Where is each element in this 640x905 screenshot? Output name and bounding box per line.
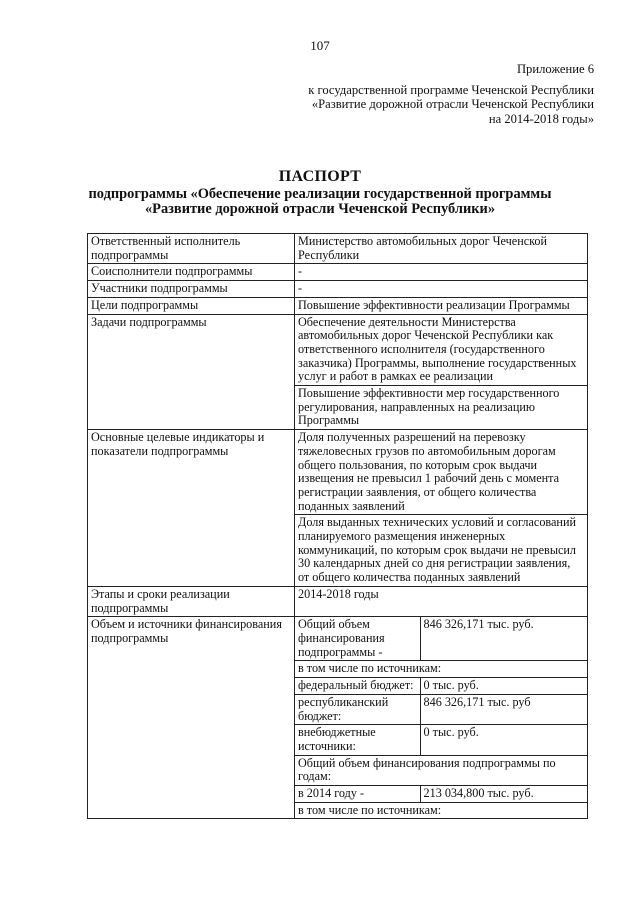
row-label: Цели подпрограммы xyxy=(88,297,295,314)
funding-label: республиканский бюджет: xyxy=(295,694,420,724)
passport-table xyxy=(87,233,588,819)
row-label: Задачи подпрограммы xyxy=(88,314,295,430)
appendix-header xyxy=(214,62,594,126)
row-label: Соисполнители подпрограммы xyxy=(88,264,295,281)
funding-value: 0 тыс. руб. xyxy=(420,725,587,755)
funding-note: в том числе по источникам: xyxy=(295,661,587,678)
row-value: 2014-2018 годы xyxy=(295,586,588,616)
table-row xyxy=(88,430,588,515)
table-row xyxy=(295,617,587,661)
table-row xyxy=(88,264,588,281)
appendix-program-name: «Развитие дорожной отрасли Чеченской Республики xyxy=(311,97,594,111)
row-value: - xyxy=(295,281,588,298)
funding-label: Общий объем финансирования подпрограммы - xyxy=(295,617,420,661)
table-row xyxy=(295,802,587,818)
funding-note: Общий объем финансирования подпрограммы по годам: xyxy=(295,755,587,785)
row-value: Повышение эффективности реализации Программы xyxy=(295,297,588,314)
row-value: - xyxy=(295,264,588,281)
page-number: 107 xyxy=(310,38,330,53)
document-subtitle xyxy=(40,187,600,217)
funding-label: внебюджетные источники: xyxy=(295,725,420,755)
funding-value: 213 034,800 тыс. руб. xyxy=(420,786,587,803)
subtitle-line-1: подпрограммы «Обеспечение реализации государственной программы xyxy=(88,186,552,202)
table-row xyxy=(88,281,588,298)
subtitle-line-2: «Развитие дорожной отрасли Чеченской Республики» xyxy=(144,201,496,217)
funding-label: федеральный бюджет: xyxy=(295,678,420,695)
appendix-reference: к государственной программе Чеченской Республики xyxy=(308,82,594,97)
row-value: Повышение эффективности мер государственного регулирования, направленных на реализацию Программы xyxy=(295,386,588,430)
funding-value: 0 тыс. руб. xyxy=(420,678,587,695)
table-row xyxy=(295,755,587,785)
table-row xyxy=(88,314,588,386)
table-row xyxy=(295,694,587,724)
table-row xyxy=(295,786,587,803)
table-row xyxy=(88,586,588,616)
funding-value: 846 326,171 тыс. руб. xyxy=(420,617,587,661)
row-label: Ответственный исполнитель подпрограммы xyxy=(88,234,295,264)
row-label: Основные целевые индикаторы и показатели подпрограммы xyxy=(88,430,295,587)
table-row xyxy=(88,617,588,819)
funding-table xyxy=(295,617,587,818)
document-title: ПАСПОРТ xyxy=(278,168,362,185)
funding-label: в 2014 году - xyxy=(295,786,420,803)
row-value: Доля выданных технических условий и согласований планируемого размещения инженерных коммуникаций, по которым срок выдачи не превысил 30 календарных дней со дня регистрации заявления, от общего количества поданных заявлений xyxy=(295,515,588,587)
funding-note: в том числе по источникам: xyxy=(295,802,587,818)
funding-value: 846 326,171 тыс. руб xyxy=(420,694,587,724)
row-label: Объем и источники финансирования подпрограммы xyxy=(88,617,295,819)
appendix-number: Приложение 6 xyxy=(516,62,594,76)
table-row xyxy=(88,234,588,264)
row-label: Этапы и сроки реализации подпрограммы xyxy=(88,586,295,616)
row-value: Министерство автомобильных дорог Чеченской Республики xyxy=(295,234,588,264)
table-row xyxy=(295,678,587,695)
table-row xyxy=(295,661,587,678)
table-row xyxy=(88,297,588,314)
row-value: Доля полученных разрешений на перевозку тяжеловесных грузов по автомобильным дорогам общего пользования, по которым срок выдачи извещения не превысил 1 рабочий день с момента регистрации заявления, от общего количества поданных заявлений xyxy=(295,430,588,515)
row-label: Участники подпрограммы xyxy=(88,281,295,298)
row-value: Обеспечение деятельности Министерства автомобильных дорог Чеченской Республики как ответственного исполнителя (государственного заказчика) Программы, выполнение государственных услуг и работ в рамках ее реализации xyxy=(295,314,588,386)
appendix-program-period: на 2014-2018 годы» xyxy=(488,111,594,126)
table-row xyxy=(295,725,587,755)
funding-cell xyxy=(295,617,588,819)
